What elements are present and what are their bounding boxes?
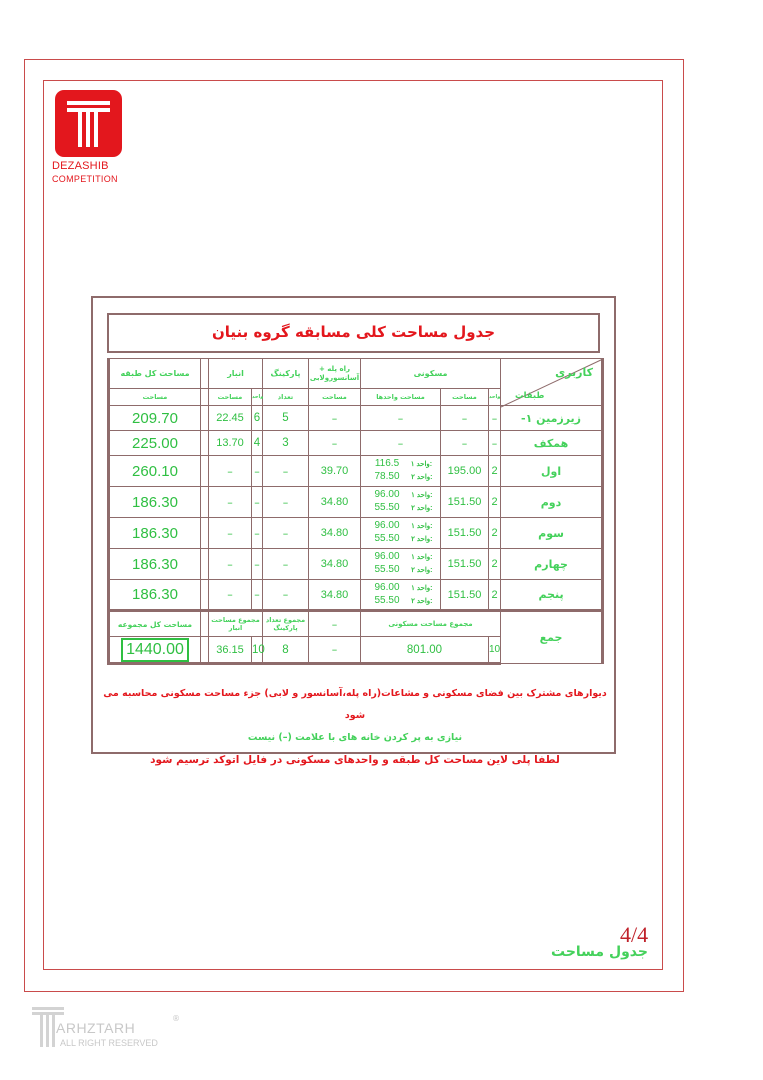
totals-grand-header: مساحت کل مجموعه xyxy=(109,611,201,637)
cell-floor-total: 260.10 xyxy=(109,456,201,487)
totals-stairs: – xyxy=(309,637,361,664)
header-usage-floors xyxy=(501,359,603,406)
brand-name: DEZASHIB xyxy=(52,160,109,172)
cell-parking: – xyxy=(263,549,309,580)
cell-storage-units: – xyxy=(252,580,263,611)
totals-parking: 8 xyxy=(263,637,309,664)
unit1-label: واحد ۱: xyxy=(411,584,433,592)
unit2-value: 55.50 xyxy=(374,502,400,513)
unit1-value: 96.00 xyxy=(374,489,400,500)
totals-storage-units: 10 xyxy=(252,637,263,664)
totals-storage-header: مجموع مساحت انبار xyxy=(209,611,263,637)
cell-storage-units: – xyxy=(252,487,263,518)
cell-unit-areas xyxy=(361,487,441,518)
unit2-value: 55.50 xyxy=(374,533,400,544)
watermark-sub: ALL RIGHT RESERVED xyxy=(60,1038,158,1048)
cell-res-units: – xyxy=(489,406,501,431)
cell-floor-total: 186.30 xyxy=(109,549,201,580)
table-row xyxy=(109,487,603,518)
cell-floor-name: دوم xyxy=(501,487,603,518)
cell-parking: 3 xyxy=(263,431,309,456)
area-table xyxy=(107,358,604,665)
sub-storage-units: واحد xyxy=(252,389,263,406)
cell-floor-total: 186.30 xyxy=(109,487,201,518)
unit1-value: 116.5 xyxy=(374,458,400,469)
brand-sub: COMPETITION xyxy=(52,174,118,184)
totals-label: جمع xyxy=(501,611,603,664)
cell-parking: – xyxy=(263,456,309,487)
header-row xyxy=(109,359,603,389)
cell-floor-total: 225.00 xyxy=(109,431,201,456)
cell-stairs: – xyxy=(309,406,361,431)
sub-res-units: واحد xyxy=(489,389,501,406)
cell-storage-area: – xyxy=(209,456,252,487)
cell-res-units: 2 xyxy=(489,518,501,549)
unit2-label: واحد ۲: xyxy=(411,474,433,481)
t-letter-icon xyxy=(55,90,122,157)
cell-floor-name: همکف xyxy=(501,431,603,456)
cell-floor-name: اول xyxy=(501,456,603,487)
cell-res-area: 151.50 xyxy=(441,518,489,549)
unit2-label: واحد ۲: xyxy=(411,536,433,543)
cell-res-units: 2 xyxy=(489,549,501,580)
page-number: 4/4 xyxy=(620,922,649,947)
unit1-label: واحد ۱: xyxy=(411,492,433,499)
cell-res-area: 195.00 xyxy=(441,456,489,487)
cell-stairs: 34.80 xyxy=(309,580,361,611)
sub-parking-count: تعداد xyxy=(263,389,309,406)
registered-icon: ® xyxy=(172,1014,180,1023)
cell-res-area: – xyxy=(441,431,489,456)
unit2-value: 78.50 xyxy=(374,471,400,482)
totals-parking-header: مجموع تعداد پارکینگ xyxy=(263,611,309,637)
table-row xyxy=(109,406,603,431)
header-floor-total: مساحت کل طبقه xyxy=(109,359,201,389)
notes xyxy=(95,683,615,771)
header-usage: کاربری xyxy=(555,366,594,379)
table-row xyxy=(109,431,603,456)
cell-stairs: 39.70 xyxy=(309,456,361,487)
unit1-label: واحد ۱: xyxy=(411,554,433,561)
unit1-label: واحد ۱: xyxy=(411,523,433,530)
cell-storage-area: 13.70 xyxy=(209,431,252,456)
page-label: جدول مساحت xyxy=(551,944,648,960)
unit1-value: 96.00 xyxy=(374,520,400,531)
unit2-label: واحد ۲: xyxy=(411,567,433,574)
cell-storage-units: – xyxy=(252,518,263,549)
sheet-title: جدول مساحت کلی مسابقه گروه بنیان xyxy=(211,323,496,341)
cell-floor-total: 209.70 xyxy=(109,406,201,431)
cell-storage-units: – xyxy=(252,456,263,487)
cell-res-units: 2 xyxy=(489,456,501,487)
cell-stairs: 34.80 xyxy=(309,487,361,518)
cell-stairs: – xyxy=(309,431,361,456)
unit1-label: واحد ۱: xyxy=(410,461,433,468)
table-row xyxy=(109,549,603,580)
sub-storage-area: مساحت xyxy=(209,389,252,406)
dezashib-logo xyxy=(55,90,122,157)
cell-storage-units: – xyxy=(252,549,263,580)
cell-parking: 5 xyxy=(263,406,309,431)
header-floors: طبقات xyxy=(515,391,545,401)
cell-unit-areas xyxy=(361,549,441,580)
cell-res-area: 151.50 xyxy=(441,487,489,518)
cell-storage-area: – xyxy=(209,487,252,518)
cell-unit-areas xyxy=(361,456,441,487)
totals-grand-cell xyxy=(109,637,201,664)
totals-header-row xyxy=(109,611,603,637)
unit2-value: 55.50 xyxy=(374,594,400,606)
totals-stairs-header: – xyxy=(309,611,361,637)
unit2-value: 55.50 xyxy=(374,564,400,575)
cell-floor-name: سوم xyxy=(501,518,603,549)
cell-floor-total: 186.30 xyxy=(109,580,201,611)
header-residential: مسکونی xyxy=(361,359,501,389)
note-dash-cells: نیازی به پر کردن خانه های با علامت (–) نیست xyxy=(247,732,463,743)
sub-unit-area: مساحت واحدها xyxy=(361,389,441,406)
unit1-value: 96.00 xyxy=(374,581,400,593)
cell-res-area: – xyxy=(441,406,489,431)
cell-floor-name: چهارم xyxy=(501,549,603,580)
grand-total: 1440.00 xyxy=(121,638,189,662)
cell-res-units: 2 xyxy=(489,487,501,518)
cell-parking: – xyxy=(263,518,309,549)
cell-parking: – xyxy=(263,580,309,611)
table-row xyxy=(109,456,603,487)
cell-stairs: 34.80 xyxy=(309,549,361,580)
cell-storage-area: – xyxy=(209,580,252,611)
unit2-label: واحد ۲: xyxy=(411,505,433,512)
cell-res-units: 2 xyxy=(489,580,501,611)
cell-stairs: 34.80 xyxy=(309,518,361,549)
cell-storage-area: – xyxy=(209,549,252,580)
totals-storage-area: 36.15 xyxy=(209,637,252,664)
cell-storage-units: 6 xyxy=(252,406,263,431)
cell-unit-areas: – xyxy=(361,406,441,431)
watermark-name: ARHZTARH xyxy=(56,1020,136,1036)
sub-stairs-area: مساحت xyxy=(309,389,361,406)
sheet-title-box xyxy=(107,313,600,353)
table-row xyxy=(109,518,603,549)
cell-unit-areas: – xyxy=(361,431,441,456)
cell-parking: – xyxy=(263,487,309,518)
cell-floor-name: پنجم xyxy=(501,580,603,611)
cell-storage-area: – xyxy=(209,518,252,549)
cell-floor-total: 186.30 xyxy=(109,518,201,549)
table-row xyxy=(109,580,603,611)
cell-floor-name: زیرزمین ۱- xyxy=(501,406,603,431)
header-parking: پارکینگ xyxy=(263,359,309,389)
sub-res-area: مساحت xyxy=(441,389,489,406)
cell-unit-areas xyxy=(361,580,441,611)
cell-storage-units: 4 xyxy=(252,431,263,456)
cell-storage-area: 22.45 xyxy=(209,406,252,431)
cell-res-area: 151.50 xyxy=(441,580,489,611)
note-shared-walls: دیوارهای مشترک بین فضای مسکونی و مشاعات(راه پله،آسانسور و لابی) جزء مساحت مسکونی محاسبه می شود xyxy=(103,688,607,721)
unit1-value: 96.00 xyxy=(374,551,400,562)
cell-res-units: – xyxy=(489,431,501,456)
cell-unit-areas xyxy=(361,518,441,549)
totals-res-area: 801.00 xyxy=(361,637,489,664)
unit2-label: واحد ۲: xyxy=(411,597,433,605)
header-stairs: راه پله + آسانسورولابی xyxy=(309,359,361,389)
header-storage: انبار xyxy=(209,359,263,389)
totals-res-header: مجموع مساحت مسکونی xyxy=(361,611,501,637)
sub-total-area: مساحت xyxy=(109,389,201,406)
cell-res-area: 151.50 xyxy=(441,549,489,580)
totals-res-units: 10 xyxy=(489,637,501,664)
note-polyline: لطفا پلی لاین مساحت کل طبقه و واحدهای مسکونی در فایل اتوکد ترسیم شود xyxy=(150,754,560,766)
